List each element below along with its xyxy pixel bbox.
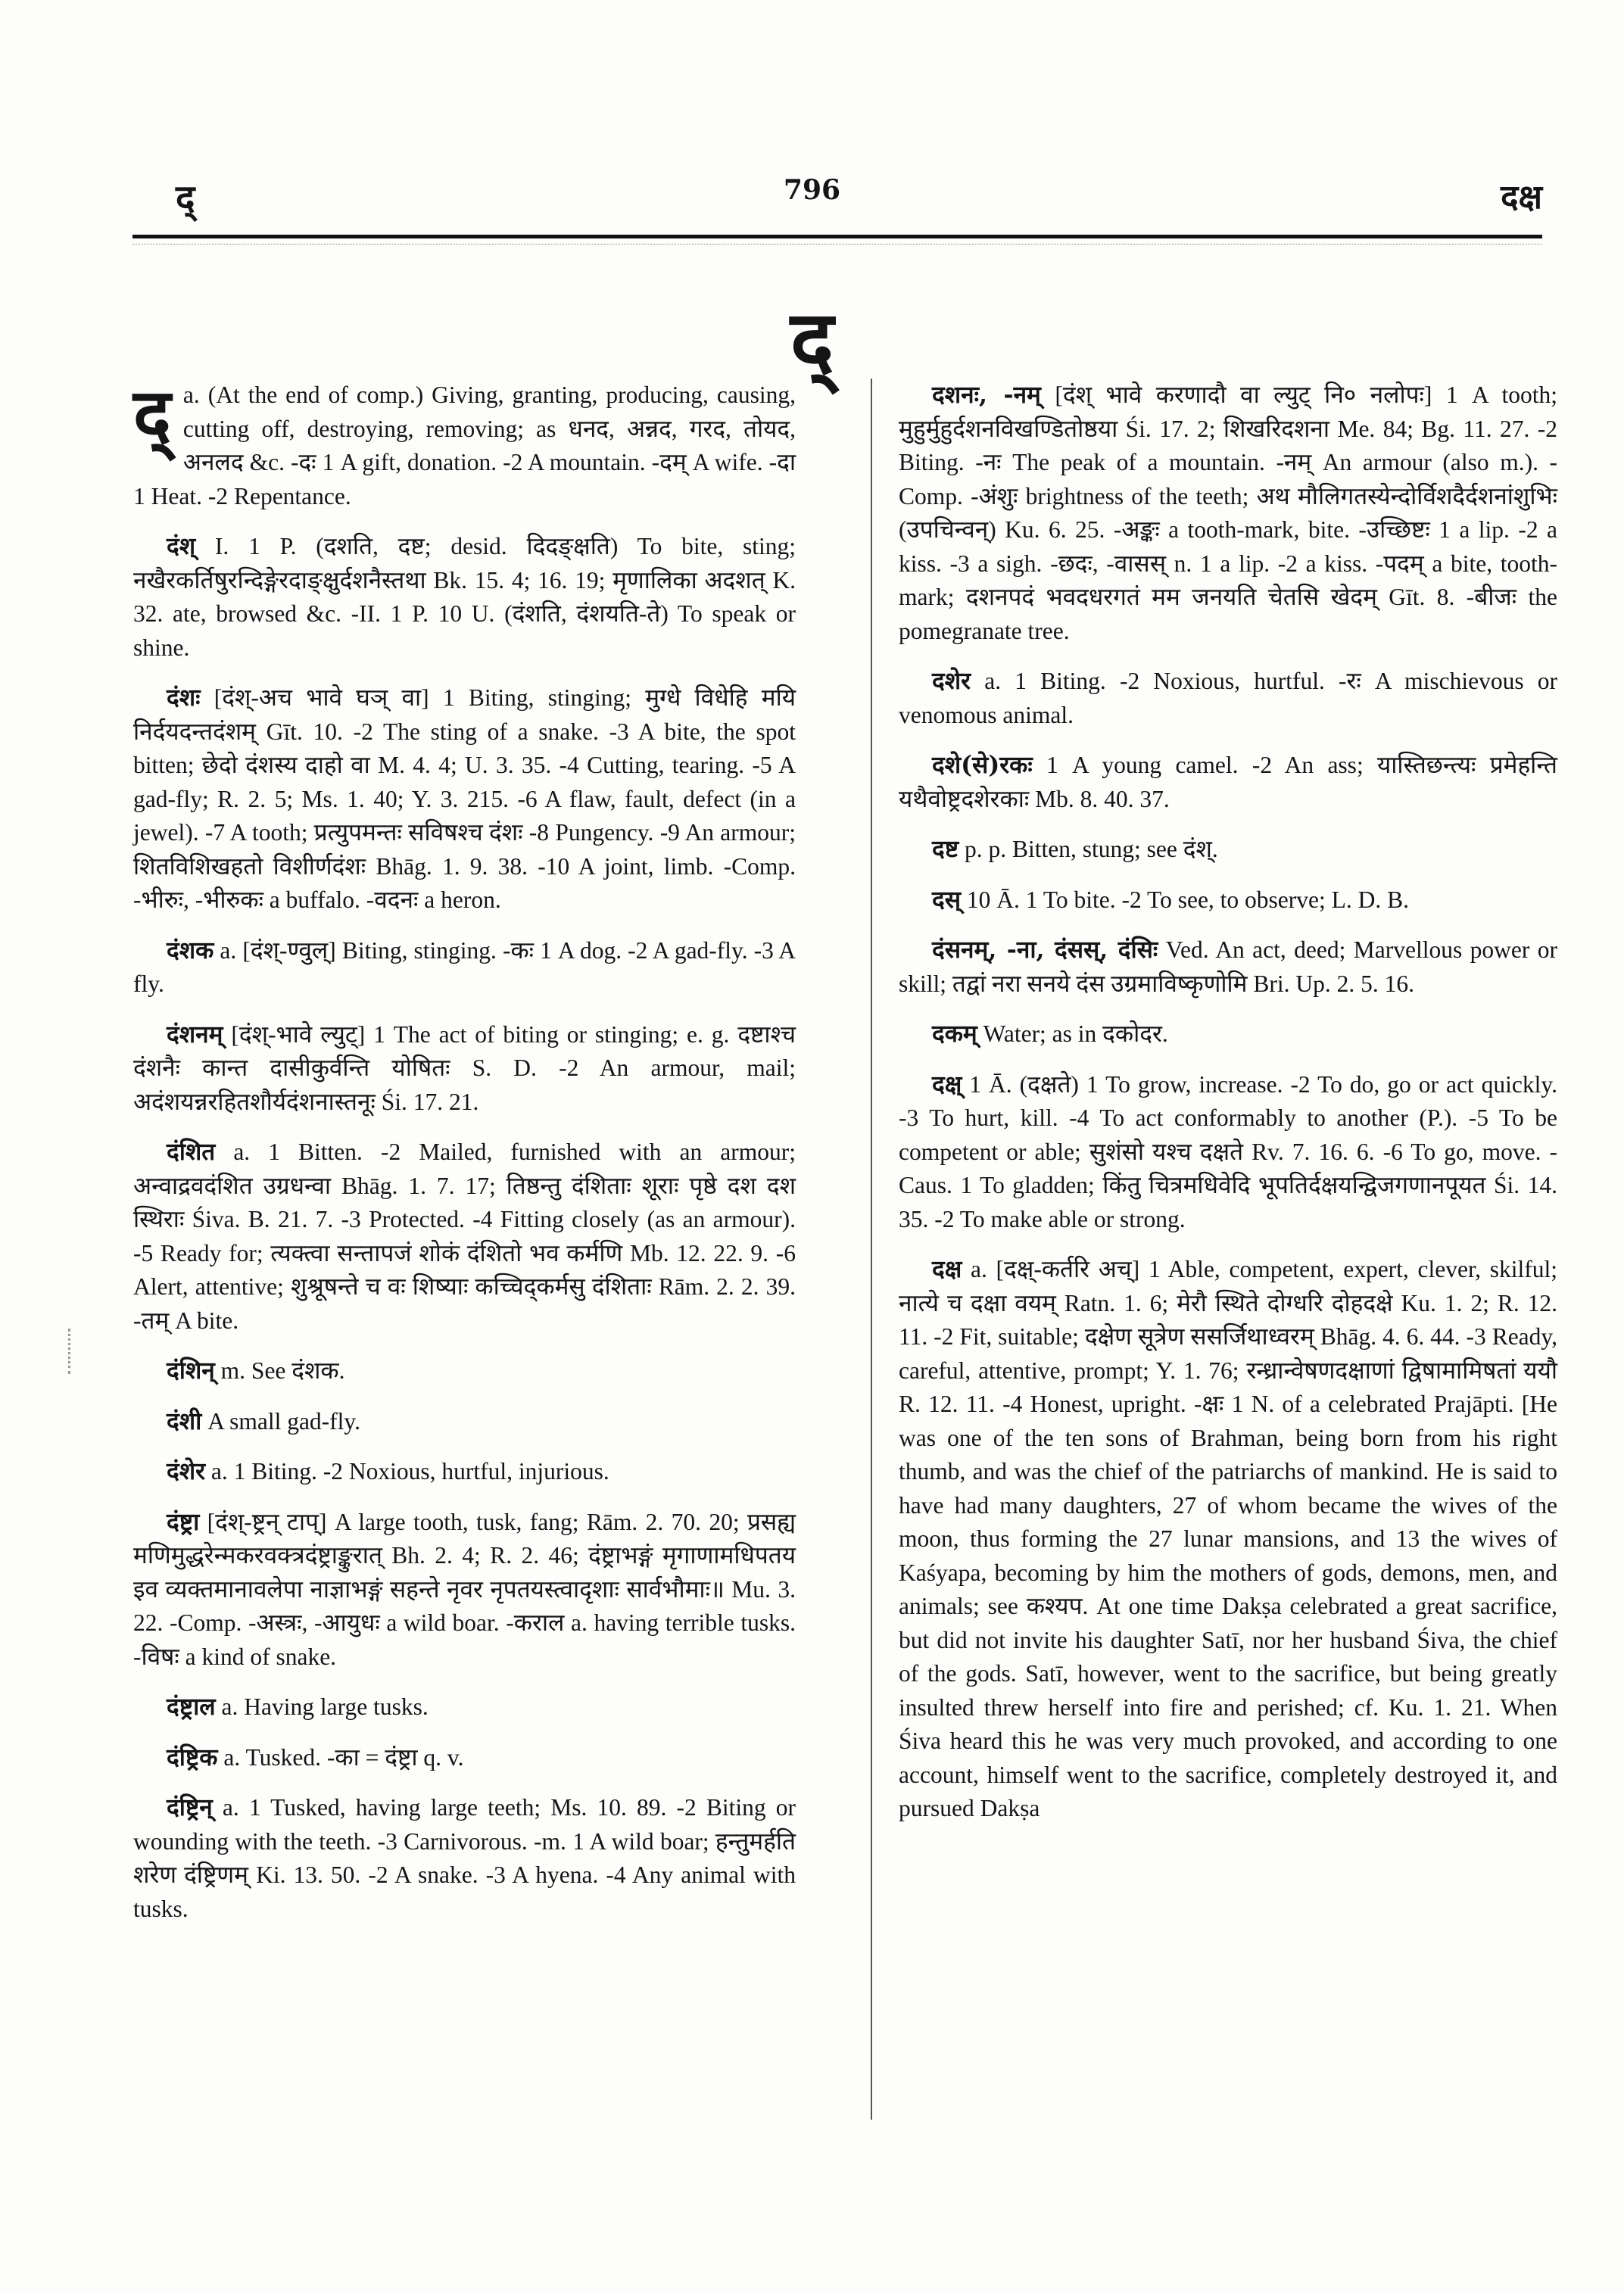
- definition: a. 1 Bitten. -2 Mailed, furnished with an armour; अन्वाद्रवदंशित उग्रधन्वा Bhāg. 1. 7. 17; तिष्ठन्तु दंशिताः शूराः पृष्ठे दश दश स्थिराः Śiva. B. 21. 7. -3 Protected. -4 Fitting closely (as an armour). -5 Ready for; त्यक्त्वा सन्तापजं शोकं दंशितो भव कर्मणि Mb. 12. 22. 9. -6 Alert, attentive; शुश्रूषन्ते च वः शिष्याः कच्चिद्कर्मसु दंशिताः Rām. 2. 2. 39. -तम् A bite.: [133, 1139, 796, 1334]
- dictionary-entry: [899, 1253, 1557, 1826]
- dictionary-entry: [899, 1068, 1557, 1237]
- header-left-letter: द्: [176, 177, 195, 220]
- definition: a. 1 Biting. -2 Noxious, hurtful, injurious.: [205, 1458, 609, 1485]
- headword: दंशनम्: [167, 1020, 223, 1048]
- dictionary-entry: [133, 1690, 796, 1724]
- dictionary-entry: [133, 1455, 796, 1489]
- headword: दंशक: [167, 936, 214, 964]
- definition: A small gad-fly.: [201, 1407, 360, 1435]
- headword: दंशित: [167, 1138, 216, 1166]
- definition: 10 Ā. 1 To bite. -2 To see, to observe; L. D. B.: [961, 886, 1410, 913]
- definition: [दंश्-भावे ल्युट्] 1 The act of biting or stinging; e. g. दष्टाश्च दंशनैः कान्त दासीकुर्वन्ति योषितः S. D. -2 An armour, mail; अदंशयन्नरहितशौर्यदंशनास्तनूः Śi. 17. 21.: [133, 1020, 796, 1115]
- headword: दंष्ट्रिक: [167, 1743, 218, 1771]
- headword: दंशेर: [167, 1457, 206, 1485]
- dictionary-entry: [133, 934, 796, 1002]
- entry-da: [133, 373, 796, 513]
- headword: दकम्: [932, 1020, 977, 1048]
- dictionary-entry: [899, 1017, 1557, 1051]
- headword: दंश्: [167, 532, 196, 560]
- definition: [दंश्-अच भावे घञ् वा] 1 Biting, stinging; मुग्धे विधेहि मयि निर्दयदन्तदंशम् Gīt. 10. -2 The sting of a snake. -3 A bite, the spot bitten; छेदो दंशस्य दाहो वा M. 4. 4; U. 3. 35. -4 Cutting, tearing. -5 A gad-fly; R. 2. 5; Ms. 1. 40; Y. 3. 215. -6 A flaw, fault, defect (in a jewel). -7 A tooth; प्रत्युपमन्तः सविषश्च दंशः -8 Pungency. -9 An armour; शितविशिखहतो विशीर्णदंशः Bhāg. 1. 9. 38. -10 A joint, limb. -Comp. -भीरुः, -भीरुकः a buffalo. -वदनः a heron.: [133, 684, 796, 913]
- headword: दशनः, -नम्: [932, 381, 1041, 409]
- definition: a. [दक्ष्-कर्तरि अच्] 1 Able, competent, expert, clever, skilful; नात्ये च दक्षा वयम् Ratn. 1. 6; मेरौ स्थिते दोग्धरि दोहदक्षे Ku. 1. 2; R. 12. 11. -2 Fit, suitable; दक्षेण सूत्रेण ससर्जिथाध्वरम् Bhāg. 4. 6. 44. -3 Ready, careful, attentive, prompt; Y. 1. 76; रन्ध्रान्वेषणदक्षाणां द्विषामामिषतां ययौ R. 12. 11. -4 Honest, upright. -क्षः 1 N. of a celebrated Prajāpti. [He was one of the ten sons of Brahman, being born from his right thumb, and was the chief of the patriarchs of mankind. He is said to have had many daughters, 27 of whom became the wives of the moon, thus forming the 27 lunar mansions, and 13 the wives of Kaśyapa, becoming by him the mothers of gods, demons, men, and animals; see कश्यप. At one time Dakṣa celebrated a great sacrifice, but did not invite his daughter Satī, nor her husband Śiva, the chief of the gods. Satī, however, went to the sacrifice, but being greatly insulted threw herself into fire and perished; cf. Ku. 1. 21. When Śiva heard this he was very much provoked, and according to one account, himself went to the sacrifice, completely destroyed it, and pursued Dakṣa: [899, 1256, 1557, 1821]
- definition: I. 1 P. (दशति, दष्ट; desid. दिदङ्क्षति) To bite, sting; नखैरकर्तिषुरन्दिङ्गेरदाङ्क्षुर्दशनैस्तथा Bk. 15. 4; 16. 19; मृणालिका अदशत् K. 32. ate, browsed &c. -II. 1 P. 10 U. (दंशति, दंशयति-ते) To speak or shine.: [133, 533, 796, 661]
- headword: दंशी: [167, 1407, 202, 1435]
- definition: Water; as in दकोदर.: [977, 1020, 1168, 1047]
- headword: दंष्ट्रा: [167, 1507, 200, 1536]
- dictionary-entry: [899, 379, 1557, 648]
- definition: Ved. An act, deed; Marvellous power or skill; तद्वां नरा सनये दंस उग्रमाविष्कृणोमि Bri. Up. 2. 5. 16.: [899, 936, 1558, 997]
- definition: 1 Ā. (दक्षते) 1 To grow, increase. -2 To do, go or act quickly. -3 To hurt, kill. -4 To act conformably to another (P.). -5 To be competent or able; सुशंसो यश्च दक्षते Rv. 7. 16. 6. -6 To go, move. -Caus. 1 To gladden; किंतु चित्रमधिवेदि भूपतिर्दक्षयन्द्विजगणानपूयत Śi. 14. 35. -2 To make able or strong.: [899, 1070, 1557, 1232]
- headword: दस्: [932, 885, 962, 914]
- headword: दक्ष: [932, 1255, 962, 1283]
- dictionary-entry: [133, 1405, 796, 1439]
- headword: दंसनम्, -ना, दंसस्, दंसिः: [932, 936, 1158, 964]
- dictionary-entry: [133, 530, 796, 665]
- dictionary-entry: [899, 933, 1557, 1001]
- definition: [दंश् भावे करणादौ वा ल्युट् नि० नलोपः] 1 A tooth; मुहुर्मुहुर्दशनविखण्डितोष्ठया Śi. 17. 2; शिखरिदशना Me. 84; Bg. 11. 27. -2 Biting. -नः The peak of a mountain. -नम् An armour (also m.). -Comp. -अंशुः brightness of the teeth; अथ मौलिगतस्येन्दोर्विशदैर्दशनांशुभिः (उपचिन्वन्) Ku. 6. 25. -अङ्कः a tooth-mark, bite. -उच्छिष्टः 1 a lip. -2 a kiss. -3 a sigh. -छदः, -वासस् n. 1 a lip. -2 a kiss. -पदम् a bite, tooth-mark; दशनपदं भवदधरगतं मम जनयति चेतसि खेदम् Gīt. 8. -बीजः the pomegranate tree.: [899, 382, 1558, 644]
- headword: दंशिन्: [167, 1357, 215, 1385]
- column-divider: [871, 379, 872, 2120]
- definition: m. See दंशक.: [214, 1357, 345, 1384]
- header-rule: [132, 235, 1542, 238]
- left-column: [133, 373, 796, 1943]
- definition: [दंश्-ष्ट्रन् टाप्] A large tooth, tusk, fang; Rām. 2. 70. 20; प्रसह्य मणिमुद्धरेन्मकरवक्त्रदंष्ट्राङ्कुरात् Bh. 2. 4; R. 2. 46; दंष्ट्राभङ्गं मृगाणामधिपतय इव व्यक्तमानावलेपा नाज्ञाभङ्गं सहन्ते नृवर नृपतयस्त्वादृशाः सार्वभौमाः॥ Mu. 3. 22. -Comp. -अस्त्रः, -आयुधः a wild boar. -कराल a. having terrible tusks. -विषः a kind of snake.: [133, 1508, 796, 1670]
- margin-mark: [68, 1329, 86, 1374]
- dictionary-entry: [899, 833, 1557, 867]
- entry-text: a. (At the end of comp.) Giving, granting, producing, causing, cutting off, destroying, removing; as धनद, अन्नद, गरद, तोयद, अनलद &c. -दः 1 A gift, donation. -2 A mountain. -दम् A wife. -दा 1 Heat. -2 Repentance.: [133, 382, 796, 509]
- right-column: [899, 379, 1557, 1843]
- headword: दंष्ट्रिन्: [167, 1793, 213, 1821]
- headword: दष्ट: [932, 835, 959, 863]
- header-dotted-rule: [132, 244, 1542, 245]
- headword: दशेर: [932, 667, 971, 695]
- dictionary-entry: [133, 681, 796, 918]
- dictionary-entry: [899, 883, 1557, 918]
- dictionary-entry: [133, 1506, 796, 1675]
- headword: दक्ष्: [932, 1070, 962, 1098]
- header-right-word: दक्ष: [1501, 178, 1542, 217]
- definition: a. Having large tusks.: [215, 1693, 429, 1720]
- dictionary-entry: [133, 1791, 796, 1926]
- dictionary-entry: [899, 665, 1557, 732]
- definition: a. Tusked. -का = दंष्ट्रा q. v.: [217, 1743, 464, 1771]
- headword: दंष्ट्राल: [167, 1693, 216, 1721]
- definition: a. 1 Tusked, having large teeth; Ms. 10. 89. -2 Biting or wounding with the teeth. -3 Carnivorous. -m. 1 A wild boar; हन्तुमर्हति शरेण दंष्ट्रिणम् Ki. 13. 50. -2 A snake. -3 A hyena. -4 Any animal with tusks.: [133, 1794, 796, 1922]
- dropcap: द्: [133, 373, 171, 456]
- definition: 1 A young camel. -2 An ass; यास्तिछन्त्यः प्रमेहन्ति यथैवोष्ट्रदशेरकाः Mb. 8. 40. 37.: [899, 752, 1557, 812]
- headword: दंशः: [167, 684, 201, 712]
- page-number: 796: [783, 174, 841, 206]
- dictionary-entry: [133, 1354, 796, 1388]
- dictionary-entry: [133, 1741, 796, 1775]
- dictionary-entry: [133, 1018, 796, 1120]
- definition: p. p. Bitten, stung; see दंश्.: [959, 836, 1218, 862]
- definition: a. [दंश्-ण्वुल्] Biting, stinging. -कः 1 A dog. -2 A gad-fly. -3 A fly.: [133, 936, 796, 997]
- section-letter: द्: [790, 293, 834, 388]
- headword: दशे(से)रकः: [932, 751, 1033, 779]
- definition: a. 1 Biting. -2 Noxious, hurtful. -रः A mischievous or venomous animal.: [899, 668, 1557, 728]
- dictionary-entry: [899, 749, 1557, 816]
- dictionary-entry: [133, 1136, 796, 1338]
